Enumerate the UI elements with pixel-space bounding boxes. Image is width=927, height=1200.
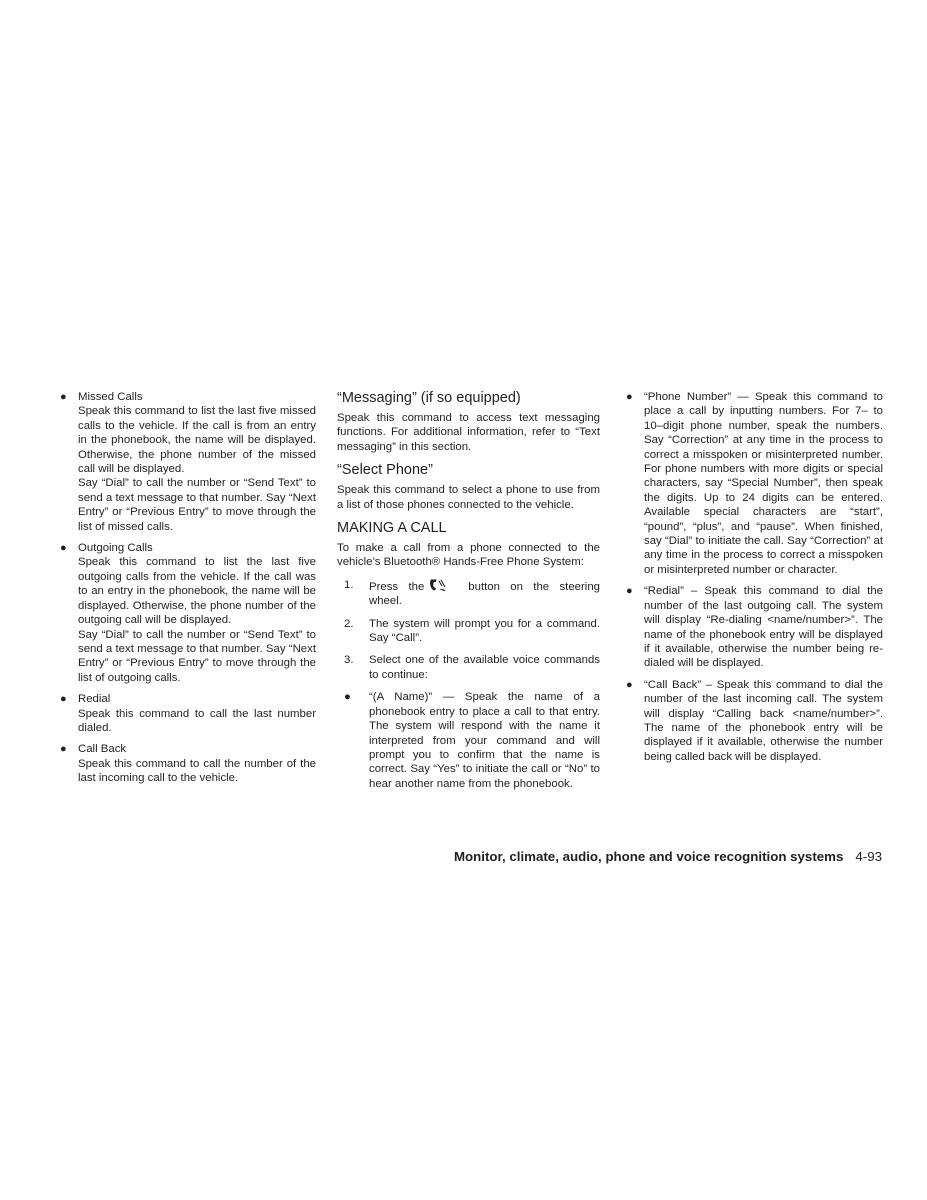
bullet-icon: ● (60, 542, 67, 555)
select-phone-heading: “Select Phone” (337, 462, 433, 479)
sub-item-text: “(A Name)” — Speak the name of a phonebook entry to place a call to that entry. The system will respond with the name it interpreted from your command and will prompt you to confirm that the name is correct. Say “Yes” to initiate the call or “No” to hear another name from the phonebook. (369, 691, 600, 790)
footer-section-title: Monitor, climate, audio, phone and voice recognition systems (453, 849, 844, 864)
list-item-redial (626, 584, 883, 670)
making-call-heading: MAKING A CALL (337, 520, 447, 537)
step-text: Select one of the available voice commands to continue: (369, 654, 600, 681)
item-title: Call Back (78, 743, 127, 756)
page-footer (454, 849, 882, 864)
messaging-text: Speak this command to access text messaging functions. For additional information, refer to “Text messaging” in this section. (337, 412, 600, 453)
bullet-icon: ● (626, 391, 633, 403)
item-paragraph: Speak this command to list the last five outgoing calls from the vehicle. If the call was to an entry in the phonebook, the name will be displayed. Otherwise, the phone number of the outgoing call will be displayed. (78, 556, 316, 627)
bullet-icon: ● (60, 391, 67, 403)
item-paragraph: Speak this command to list the last five missed calls to the vehicle. If the call is from an entry in the phonebook, the name will be displayed. Otherwise, the phone number of the missed call will be displayed. (78, 405, 316, 476)
item-text: “Redial” – Speak this command to dial the number of the last outgoing call. The system will display “Re-dialing <name/number>”. The name of the phonebook entry will be displayed if it available, otherwise the number being re-dialed will be displayed. (644, 585, 883, 670)
list-item-phone-number (626, 390, 883, 577)
sub-item-a-name (344, 690, 600, 791)
step-1 (344, 578, 600, 609)
messaging-heading: “Messaging” (if so equipped) (337, 390, 521, 406)
item-paragraph: Say “Dial” to call the number or “Send Text” to send a text message to that number. Say “Next Entry” or “Previous Entry” to move through the list of missed calls. (78, 477, 316, 533)
step-3 (344, 653, 600, 682)
item-paragraph: Say “Dial” to call the number or “Send Text” to send a text message to that number. Say “Next Entry” or “Previous Entry” to move through the list of outgoing calls. (78, 628, 316, 684)
list-item-outgoing-calls (60, 541, 316, 685)
right-column (626, 390, 883, 771)
item-paragraph: Speak this command to call the number of the last incoming call to the vehicle. (78, 757, 316, 785)
bullet-icon: ● (626, 678, 633, 691)
bullet-icon: ● (60, 743, 67, 756)
item-text: “Call Back” – Speak this command to dial the number of the last incoming call. The system will display “Calling back <name/number>”. The name of the phonebook entry will be displayed if it available, otherwise the number being called back will be displayed. (644, 678, 883, 763)
bullet-icon: ● (344, 691, 351, 704)
bullet-icon: ● (626, 585, 633, 598)
list-item-missed-calls (60, 390, 316, 534)
left-column (60, 390, 316, 793)
bullet-icon: ● (60, 693, 67, 706)
item-text: “Phone Number” — Speak this command to place a call by inputting numbers. For 7– to 10–digit phone number, speak the numbers. Say “Correction” at any time in the process to correct a misspoken or misinterpreted number. For phone numbers with more digits or special characters, say “Special Number”, then speak the digits. Up to 24 digits can be entered. Available special characters are “start”, “pound”, “plus”, and “pause”. When finished, say “Dial” to initiate the call. Say “Correction” at any time in the process to correct a misspoken or misinterpreted number or character. (644, 391, 883, 576)
item-title: Missed Calls (78, 391, 143, 403)
item-paragraph: Speak this command to call the last number dialed. (78, 707, 316, 734)
step-number: 2. (344, 617, 354, 630)
middle-column (337, 390, 600, 799)
step-number: 1. (344, 578, 354, 591)
list-item-call-back (626, 678, 883, 764)
page-number: 4-93 (855, 849, 882, 864)
item-title: Outgoing Calls (78, 542, 153, 555)
step-2 (344, 617, 600, 646)
step-text-after: button on the steering wheel. (369, 580, 600, 608)
making-call-intro: To make a call from a phone connected to the vehicle’s Bluetooth® Hands-Free Phone System: (337, 542, 600, 569)
list-item-redial (60, 692, 316, 735)
step-number: 3. (344, 654, 354, 667)
step-text (369, 578, 600, 609)
step-text-before: Press the (369, 580, 425, 593)
list-item-call-back (60, 742, 316, 785)
select-phone-text: Speak this command to select a phone to use from a list of those phones connected to the vehicle. (337, 484, 600, 511)
item-title: Redial (78, 693, 111, 706)
phone-talk-icon (428, 578, 454, 592)
step-text: The system will prompt you for a command. Say “Call”. (369, 617, 600, 645)
